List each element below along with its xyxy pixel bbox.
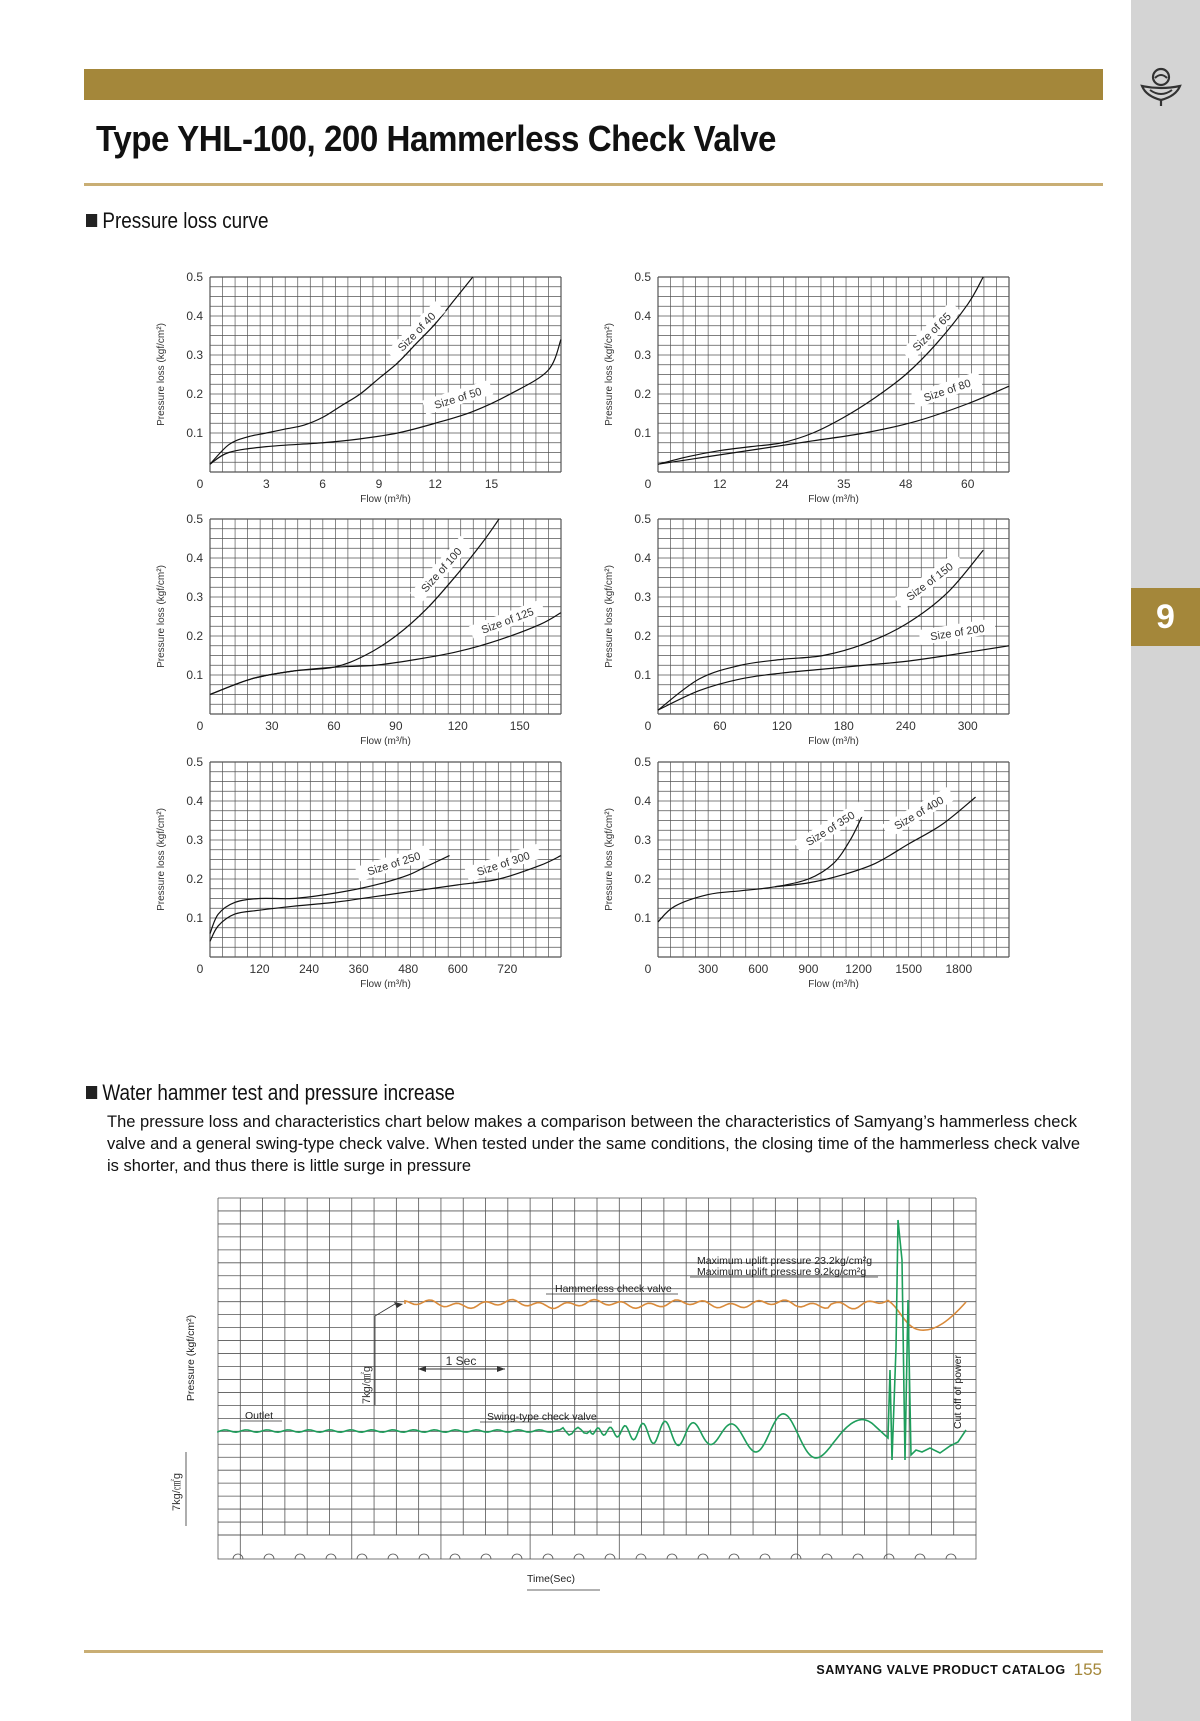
y-tick-label: 0.2 xyxy=(186,872,203,886)
x-tick-label: 9 xyxy=(375,477,383,491)
pressure-loss-chart-4 xyxy=(604,512,1009,747)
y-tick-label: 0.3 xyxy=(186,590,203,604)
y-tick-label: 0.4 xyxy=(186,551,203,565)
y-tick-label: 0.3 xyxy=(634,590,651,604)
x-tick-label: 120 xyxy=(249,962,270,976)
x-tick-label: 600 xyxy=(447,962,468,976)
max-uplift-label-1: Maximum uplift pressure 23.2kg/cm²g xyxy=(697,1255,873,1267)
sprocket-hole xyxy=(822,1554,832,1559)
water-hammer-grid xyxy=(218,1198,976,1559)
x-tick-label: 720 xyxy=(497,962,518,976)
series-label xyxy=(469,599,546,640)
y-tick-label: 0.4 xyxy=(634,309,651,323)
one-sec-label: 1 Sec xyxy=(445,1354,477,1368)
page-title: Type YHL-100, 200 Hammerless Check Valve xyxy=(96,118,776,159)
sprocket-hole xyxy=(233,1554,243,1559)
y-tick-label: 0.2 xyxy=(186,387,203,401)
sprocket-hole xyxy=(543,1554,553,1559)
time-strip xyxy=(218,1535,976,1559)
sprocket-hole xyxy=(264,1554,274,1559)
sprocket-hole xyxy=(667,1554,677,1559)
x-tick-label: 15 xyxy=(484,477,499,491)
water-hammer-description: The pressure loss and characteristics chart below makes a comparison between the characteristics of Samyang’s hammerless check valve and a general swing-type check valve. When tested under the same conditions, the closing time of the hammerless check valve is shorter, and thus there is little surge in pressure xyxy=(107,1113,1081,1175)
y-tick-label: 0.1 xyxy=(634,911,651,925)
series-label xyxy=(894,552,964,610)
x-tick-label: 30 xyxy=(265,719,279,733)
x-tick-label: 480 xyxy=(398,962,419,976)
y-tick-label: 0.1 xyxy=(634,668,651,682)
sprocket-hole xyxy=(574,1554,584,1559)
cutoff-label: Cut off of power xyxy=(952,1355,964,1429)
series-label xyxy=(386,301,445,362)
y-axis-label: Pressure loss (kgf/cm²) xyxy=(156,565,167,668)
sprocket-hole xyxy=(481,1554,491,1559)
x-tick-label: 360 xyxy=(348,962,369,976)
x-tick-label: 120 xyxy=(447,719,468,733)
sprocket-hole xyxy=(295,1554,305,1559)
x-axis-label: Flow (m³/h) xyxy=(808,979,859,990)
scale-label-left: 7kg/㎠g xyxy=(171,1473,183,1511)
y-tick-label: 0.5 xyxy=(186,270,203,284)
pressure-loss-chart-2 xyxy=(604,270,1009,505)
water-hammer-heading-text: Water hammer test and pressure increase xyxy=(102,1080,455,1105)
x-tick-label: 6 xyxy=(319,477,326,491)
sprocket-hole xyxy=(450,1554,460,1559)
scale-label: 7kg/㎠g xyxy=(361,1366,373,1404)
x-tick-label: 300 xyxy=(957,719,978,733)
x-axis-label: Flow (m³/h) xyxy=(808,736,859,747)
x-tick-label: 12 xyxy=(713,477,727,491)
x-tick-label: 3 xyxy=(262,477,270,491)
series-label xyxy=(422,380,493,415)
chapter-tab[interactable]: 9 xyxy=(1131,588,1200,646)
x-tick-label: 0 xyxy=(644,719,652,733)
x-tick-label: 1200 xyxy=(845,962,872,976)
water-hammer-y-label: Pressure (kgf/cm²) xyxy=(185,1314,197,1402)
footer-rule xyxy=(84,1650,1103,1653)
x-tick-label: 900 xyxy=(798,962,819,976)
sprocket-hole xyxy=(915,1554,925,1559)
sprocket-hole xyxy=(853,1554,863,1559)
x-tick-label: 0 xyxy=(196,962,204,976)
series-line xyxy=(658,277,983,464)
sprocket-hole xyxy=(419,1554,429,1559)
x-tick-label: 35 xyxy=(837,477,851,491)
y-tick-label: 0.3 xyxy=(634,833,651,847)
bullet-square-icon xyxy=(86,1086,97,1099)
series-label-text: Size of 65 xyxy=(910,310,954,354)
series-label-text: Size of 250 xyxy=(366,850,423,879)
y-tick-label: 0.1 xyxy=(186,911,203,925)
sprocket-hole xyxy=(512,1554,522,1559)
sprocket-hole xyxy=(388,1554,398,1559)
series-label-text: Size of 80 xyxy=(922,377,973,405)
x-tick-label: 150 xyxy=(509,719,530,733)
sprocket-hole xyxy=(884,1554,894,1559)
series-label-text: Size of 100 xyxy=(419,545,465,595)
sprocket-hole xyxy=(636,1554,646,1559)
x-tick-label: 60 xyxy=(327,719,341,733)
samyang-logo-icon xyxy=(1138,66,1184,108)
y-tick-label: 0.4 xyxy=(634,794,651,808)
y-axis-label: Pressure loss (kgf/cm²) xyxy=(156,323,167,426)
series-label-text: Size of 50 xyxy=(432,385,484,412)
y-tick-label: 0.4 xyxy=(186,794,203,808)
y-axis-label: Pressure loss (kgf/cm²) xyxy=(156,808,167,911)
x-axis-label: Flow (m³/h) xyxy=(808,494,859,505)
sprocket-hole xyxy=(605,1554,615,1559)
sprocket-hole xyxy=(729,1554,739,1559)
swing-label: Swing-type check valve xyxy=(487,1411,597,1423)
y-tick-label: 0.1 xyxy=(186,426,203,440)
x-tick-label: 48 xyxy=(899,477,913,491)
x-tick-label: 0 xyxy=(196,477,204,491)
y-tick-label: 0.1 xyxy=(186,668,203,682)
y-tick-label: 0.5 xyxy=(186,755,203,769)
y-axis-label: Pressure loss (kgf/cm²) xyxy=(604,323,615,426)
series-label xyxy=(919,618,997,645)
x-tick-label: 0 xyxy=(644,962,652,976)
series-label-text: Size of 40 xyxy=(395,310,439,355)
series-label-text: Size of 350 xyxy=(804,809,858,849)
series-label-text: Size of 300 xyxy=(475,850,532,879)
pressure-loss-chart-1 xyxy=(156,270,561,505)
x-tick-label: 300 xyxy=(698,962,719,976)
sprocket-hole xyxy=(791,1554,801,1559)
sprocket-hole xyxy=(760,1554,770,1559)
outlet-label: Outlet xyxy=(245,1410,274,1422)
page-number: 155 xyxy=(1073,1660,1102,1679)
x-tick-label: 90 xyxy=(389,719,403,733)
sprocket-hole xyxy=(326,1554,336,1559)
water-hammer-heading xyxy=(86,1080,455,1106)
y-tick-label: 0.5 xyxy=(186,512,203,526)
pressure-loss-chart-5 xyxy=(156,755,561,990)
series-label-text: Size of 125 xyxy=(479,605,536,637)
x-tick-label: 60 xyxy=(961,477,975,491)
x-tick-label: 240 xyxy=(299,962,320,976)
sprocket-hole xyxy=(698,1554,708,1559)
x-tick-label: 60 xyxy=(713,719,727,733)
x-tick-label: 12 xyxy=(428,477,442,491)
x-tick-label: 1500 xyxy=(895,962,923,976)
y-tick-label: 0.4 xyxy=(186,309,203,323)
x-tick-label: 1800 xyxy=(945,962,973,976)
time-axis-label: Time(Sec) xyxy=(526,1573,576,1585)
max-uplift-label-2: Maximum uplift pressure 9.2kg/cm²g xyxy=(697,1266,867,1278)
y-tick-label: 0.3 xyxy=(186,348,203,362)
pressure-loss-chart-3 xyxy=(156,512,561,747)
y-tick-label: 0.3 xyxy=(186,833,203,847)
y-tick-label: 0.4 xyxy=(634,551,651,565)
y-tick-label: 0.5 xyxy=(634,270,651,284)
x-tick-label: 240 xyxy=(895,719,916,733)
y-axis-label: Pressure loss (kgf/cm²) xyxy=(604,808,615,911)
y-tick-label: 0.2 xyxy=(186,629,203,643)
y-tick-label: 0.3 xyxy=(634,348,651,362)
series-label-text: Size of 150 xyxy=(904,560,956,604)
x-tick-label: 180 xyxy=(833,719,854,733)
series-label-text: Size of 200 xyxy=(929,622,986,644)
series-label xyxy=(794,801,867,854)
y-axis-label: Pressure loss (kgf/cm²) xyxy=(604,565,615,668)
hammerless-label: Hammerless check valve xyxy=(555,1283,672,1295)
footer xyxy=(816,1660,1102,1680)
series-label xyxy=(901,301,961,361)
chapter-sidebar xyxy=(1131,0,1200,1721)
y-tick-label: 0.2 xyxy=(634,629,651,643)
x-tick-label: 0 xyxy=(196,719,204,733)
scale-arrowhead xyxy=(394,1302,403,1308)
sprocket-hole xyxy=(357,1554,367,1559)
sprocket-hole xyxy=(946,1554,956,1559)
series-label-text: Size of 400 xyxy=(892,794,947,833)
y-tick-label: 0.5 xyxy=(634,512,651,526)
x-tick-label: 600 xyxy=(748,962,769,976)
water-hammer-chart xyxy=(0,1180,1131,1720)
x-tick-label: 24 xyxy=(775,477,789,491)
y-tick-label: 0.1 xyxy=(634,426,651,440)
y-tick-label: 0.2 xyxy=(634,872,651,886)
x-axis-label: Flow (m³/h) xyxy=(360,494,411,505)
footer-catalog: SAMYANG VALVE PRODUCT CATALOG xyxy=(816,1663,1066,1677)
x-axis-label: Flow (m³/h) xyxy=(360,979,411,990)
series-line xyxy=(210,856,450,934)
scale-arrow xyxy=(375,1304,395,1405)
y-tick-label: 0.2 xyxy=(634,387,651,401)
x-axis-label: Flow (m³/h) xyxy=(360,736,411,747)
y-tick-label: 0.5 xyxy=(634,755,651,769)
x-tick-label: 0 xyxy=(644,477,652,491)
x-tick-label: 120 xyxy=(771,719,792,733)
pressure-loss-chart-6 xyxy=(604,755,1009,990)
pressure-loss-heading-text: Pressure loss curve xyxy=(102,208,269,233)
